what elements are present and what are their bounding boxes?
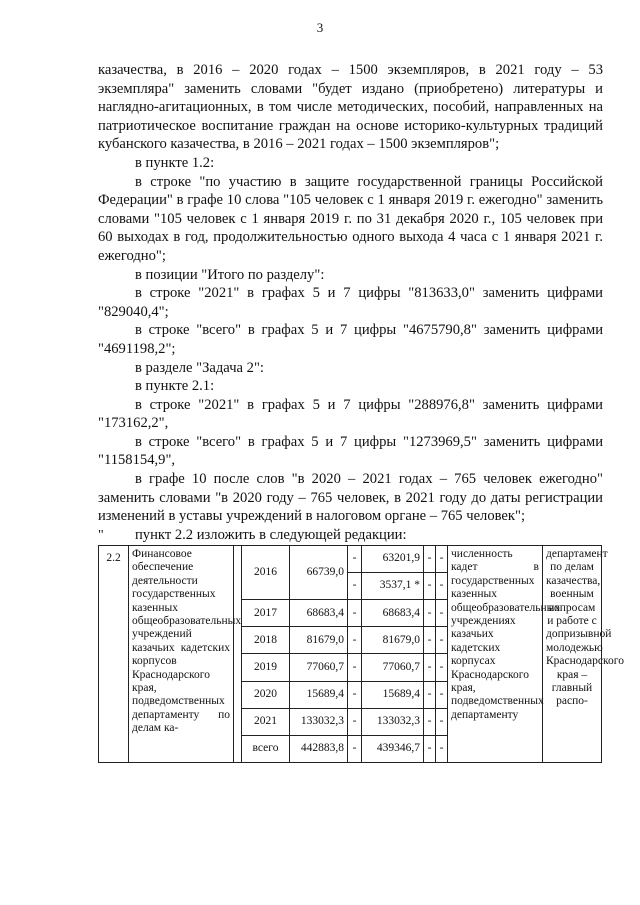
year-cell: 2020	[242, 681, 290, 708]
year-cell: 2018	[242, 627, 290, 654]
document-body	[98, 61, 603, 544]
table-row	[99, 546, 602, 573]
paragraph: в строке "по участию в защите государственной границы Российской Федерации" в графе 10 слова "105 человек с 1 января 2019 г. ежегодно" заменить словами "105 человек с 1 января 2019 г. по 31 декабря 2020 г., 105 человек при 60 выходах в год, продолжительностью одного выхода 4 часа с 1 января 2021 г. ежегодно";	[98, 173, 603, 264]
value-cell: 133032,3	[362, 708, 424, 735]
program-table	[98, 545, 624, 763]
paragraph: казачества, в 2016 – 2020 годах – 1500 экземпляров, в 2021 году – 53 экземпляра" заменить словами "будет издано (приобретено) литературы и наглядно-агитационных, в том числе методических, пособий, направленных на патриотическое воспитание граждан на основе историко-культурных традиций кубанского казачества, в 2016 – 2021 годах – 1500 экземпляров";	[98, 62, 603, 153]
total-cell: 66739,0	[290, 546, 348, 600]
value-cell: 77060,7	[362, 654, 424, 681]
year-cell: 2021	[242, 708, 290, 735]
activity-name: Финансовое обеспечение деятельности государственных казенных общеобразовательных учреждений казачьих кадетских корпусов Краснодарского края, подведомственных департаменту по делам ка-	[129, 546, 234, 763]
opening-quote: "	[98, 528, 104, 543]
paragraph: в пункте 2.1:	[135, 378, 215, 395]
dash-cell: -	[348, 681, 362, 708]
paragraph: в разделе "Задача 2":	[135, 359, 264, 376]
value-cell: 68683,4	[362, 600, 424, 627]
dash-cell: -	[424, 627, 436, 654]
dash-cell: -	[436, 600, 448, 627]
dash-cell: -	[424, 654, 436, 681]
value-cell: 63201,9	[362, 546, 424, 573]
dash-cell: -	[424, 600, 436, 627]
total-cell: 133032,3	[290, 708, 348, 735]
dash-cell: -	[424, 708, 436, 735]
dash-cell: -	[436, 735, 448, 762]
total-cell: 81679,0	[290, 627, 348, 654]
year-cell: 2019	[242, 654, 290, 681]
paragraph: в графе 10 после слов "в 2020 – 2021 годах – 765 человек ежегодно" заменить словами "в 2020 году – 765 человек, в 2021 году до даты регистрации изменений в уставы учреждений в налоговом органе – 765 человек";	[98, 471, 603, 525]
dash-cell: -	[424, 573, 436, 600]
dash-cell: -	[436, 627, 448, 654]
dash-cell: -	[348, 654, 362, 681]
paragraph: пункт 2.2 изложить в следующей редакции:	[135, 526, 407, 543]
responsible-text: департамент по делам казачества, военным вопросам и работе с допризывной молодежью Краснодарского края – главный распо-	[543, 546, 602, 763]
paragraph: в позиции "Итого по разделу":	[135, 266, 325, 283]
dash-cell: -	[436, 708, 448, 735]
value-cell: 15689,4	[362, 681, 424, 708]
paragraph: в строке "всего" в графах 5 и 7 цифры "1273969,5" заменить цифрами "1158154,9",	[98, 433, 603, 469]
dash-cell: -	[424, 681, 436, 708]
indicator-text: численность кадет в государственных казенных общеобразовательных учреждениях казачьих кадетских корпусах Краснодарского края, подведомственных департаменту	[448, 546, 543, 763]
dash-cell: -	[348, 627, 362, 654]
dash-cell: -	[436, 546, 448, 573]
total-cell: 68683,4	[290, 600, 348, 627]
paragraph: в строке "всего" в графах 5 и 7 цифры "4675790,8" заменить цифрами "4691198,2";	[98, 322, 603, 357]
dash-cell: -	[348, 735, 362, 762]
year-cell: всего	[242, 735, 290, 762]
spacer-column	[234, 546, 242, 763]
dash-cell: -	[348, 600, 362, 627]
dash-cell: -	[436, 654, 448, 681]
dash-cell: -	[348, 708, 362, 735]
year-cell: 2017	[242, 600, 290, 627]
paragraph: в строке "2021" в графах 5 и 7 цифры "288976,8" заменить цифрами "173162,2",	[98, 396, 603, 432]
value-cell: 3537,1 *	[362, 573, 424, 600]
paragraph: в строке "2021" в графах 5 и 7 цифры "813633,0" заменить цифрами "829040,4";	[98, 285, 603, 320]
paragraph: в пункте 1.2:	[135, 154, 215, 171]
value-cell: 439346,7	[362, 735, 424, 762]
total-cell: 77060,7	[290, 654, 348, 681]
dash-cell: -	[424, 546, 436, 573]
dash-cell: -	[348, 573, 362, 600]
activity-table	[98, 545, 624, 763]
value-cell: 81679,0	[362, 627, 424, 654]
item-index: 2.2	[99, 546, 129, 763]
dash-cell: -	[424, 735, 436, 762]
page-number: 3	[316, 20, 324, 35]
total-cell: 442883,8	[290, 735, 348, 762]
dash-cell: -	[348, 546, 362, 573]
total-cell: 15689,4	[290, 681, 348, 708]
year-cell: 2016	[242, 546, 290, 600]
dash-cell: -	[436, 573, 448, 600]
dash-cell: -	[436, 681, 448, 708]
